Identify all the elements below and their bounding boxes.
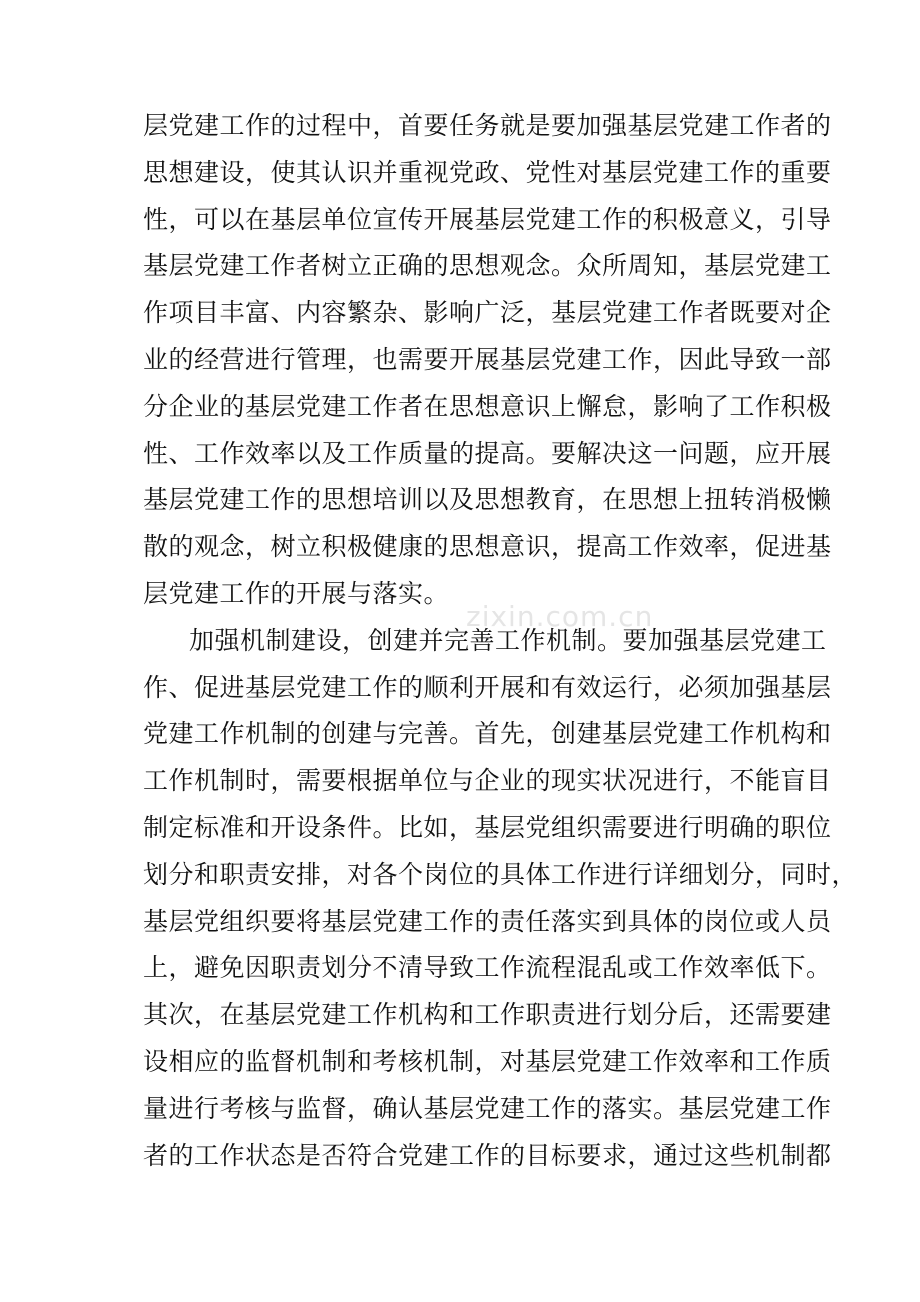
text-line: 划分和职责安排，对各个岗位的具体工作进行详细划分，同时， bbox=[143, 859, 858, 889]
text-line: 基层党建工作的思想培训以及思想教育，在思想上扭转消极懒 bbox=[143, 485, 832, 515]
text-line: 散的观念，树立积极健康的思想意识，提高工作效率，促进基 bbox=[143, 532, 832, 562]
text-line: 其次，在基层党建工作机构和工作职责进行划分后，还需要建 bbox=[143, 1000, 832, 1030]
text-line: 设相应的监督机制和考核机制，对基层党建工作效率和工作质 bbox=[143, 1046, 832, 1076]
text-line: 工作机制时，需要根据单位与企业的现实状况进行，不能盲目 bbox=[143, 766, 832, 796]
text-line: 性，可以在基层单位宣传开展基层党建工作的积极意义，引导 bbox=[143, 204, 832, 234]
body-text bbox=[143, 103, 858, 1179]
text-line: 加强机制建设，创建并完善工作机制。要加强基层党建工 bbox=[189, 625, 827, 655]
text-line: 思想建设，使其认识并重视党政、党性对基层党建工作的重要 bbox=[143, 157, 832, 187]
text-line: 基层党组织要将基层党建工作的责任落实到具体的岗位或人员 bbox=[143, 906, 832, 936]
text-line: 作、促进基层党建工作的顺利开展和有效运行，必须加强基层 bbox=[143, 672, 832, 702]
text-line: 分企业的基层党建工作者在思想意识上懈怠，影响了工作积极 bbox=[143, 391, 832, 421]
text-line: 层党建工作的过程中，首要任务就是要加强基层党建工作者的 bbox=[143, 111, 832, 140]
watermark: zixin.com.cn bbox=[466, 600, 654, 633]
text-line: 性、工作效率以及工作质量的提高。要解决这一问题，应开展 bbox=[143, 438, 832, 468]
text-line: 基层党建工作者树立正确的思想观念。众所周知，基层党建工 bbox=[143, 251, 832, 281]
text-line: 者的工作状态是否符合党建工作的目标要求，通过这些机制都 bbox=[143, 1140, 832, 1170]
text-line: 作项目丰富、内容繁杂、影响广泛，基层党建工作者既要对企 bbox=[143, 298, 832, 328]
text-line: 上，避免因职责划分不清导致工作流程混乱或工作效率低下。 bbox=[143, 953, 832, 983]
text-line: 制定标准和开设条件。比如，基层党组织需要进行明确的职位 bbox=[143, 812, 832, 842]
text-line: 业的经营进行管理，也需要开展基层党建工作，因此导致一部 bbox=[143, 344, 832, 374]
text-line: 党建工作机制的创建与完善。首先，创建基层党建工作机构和 bbox=[143, 719, 832, 749]
text-line: 层党建工作的开展与落实。 bbox=[143, 578, 450, 608]
text-line: 量进行考核与监督，确认基层党建工作的落实。基层党建工作 bbox=[143, 1093, 832, 1123]
